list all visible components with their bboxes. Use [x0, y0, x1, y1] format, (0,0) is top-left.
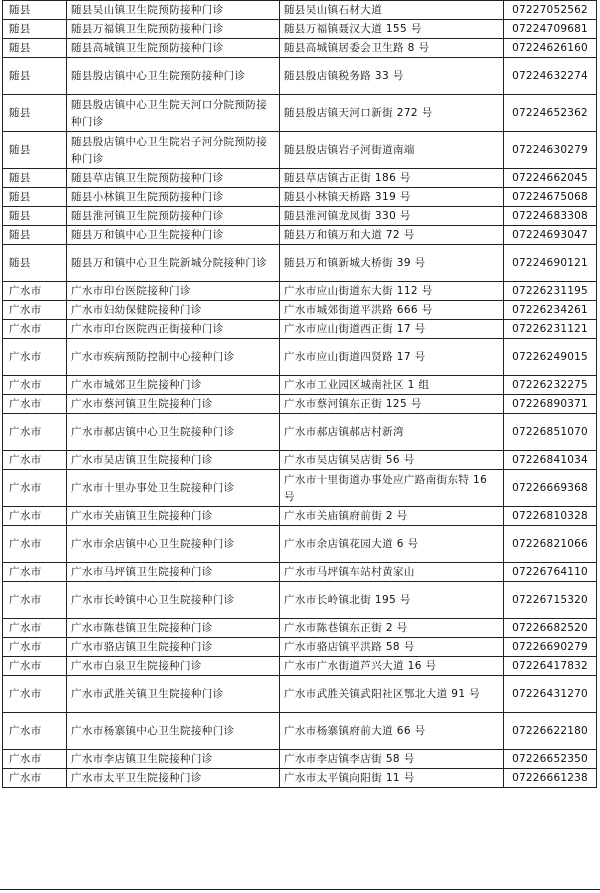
- table-row: [3, 582, 597, 619]
- table-row: [3, 395, 597, 414]
- phone-cell: 07226669368: [504, 470, 597, 507]
- phone-cell: 07226652350: [504, 750, 597, 769]
- clinic-name-cell: 广水市白泉卫生院接种门诊: [67, 657, 280, 676]
- county-cell: 随县: [3, 188, 67, 207]
- table-row: [3, 39, 597, 58]
- phone-cell: 07226661238: [504, 769, 597, 788]
- address-cell: 广水市杨寨镇府前大道 66 号: [280, 713, 504, 750]
- table-row: [3, 188, 597, 207]
- clinic-name-cell: 广水市长岭镇中心卫生院接种门诊: [67, 582, 280, 619]
- table-row: [3, 1, 597, 20]
- county-cell: 随县: [3, 132, 67, 169]
- phone-cell: 07226890371: [504, 395, 597, 414]
- phone-cell: 07224630279: [504, 132, 597, 169]
- address-cell: 随县殷店镇天河口新街 272 号: [280, 95, 504, 132]
- table-row: [3, 169, 597, 188]
- county-cell: 广水市: [3, 451, 67, 470]
- county-cell: 随县: [3, 95, 67, 132]
- county-cell: 随县: [3, 245, 67, 282]
- county-cell: 广水市: [3, 507, 67, 526]
- table-row: [3, 769, 597, 788]
- county-cell: 广水市: [3, 638, 67, 657]
- table-row: [3, 376, 597, 395]
- clinic-name-cell: 广水市吴店镇卫生院接种门诊: [67, 451, 280, 470]
- phone-cell: 07226417832: [504, 657, 597, 676]
- address-cell: 广水市工业园区城南社区 1 组: [280, 376, 504, 395]
- phone-cell: 07224709681: [504, 20, 597, 39]
- clinic-name-cell: 随县万福镇卫生院预防接种门诊: [67, 20, 280, 39]
- table-row: [3, 20, 597, 39]
- table-row: [3, 526, 597, 563]
- address-cell: 广水市十里街道办事处应广路南街东特 16 号: [280, 470, 504, 507]
- clinic-name-cell: 随县草店镇卫生院预防接种门诊: [67, 169, 280, 188]
- county-cell: 随县: [3, 226, 67, 245]
- address-cell: 随县万福镇聂汉大道 155 号: [280, 20, 504, 39]
- phone-cell: 07226234261: [504, 301, 597, 320]
- address-cell: 广水市关庙镇府前街 2 号: [280, 507, 504, 526]
- address-cell: 随县小林镇天桥路 319 号: [280, 188, 504, 207]
- table-row: [3, 282, 597, 301]
- phone-cell: 07226622180: [504, 713, 597, 750]
- county-cell: 随县: [3, 169, 67, 188]
- clinic-name-cell: 广水市印台医院接种门诊: [67, 282, 280, 301]
- phone-cell: 07226682520: [504, 619, 597, 638]
- clinic-name-cell: 广水市十里办事处卫生院接种门诊: [67, 470, 280, 507]
- clinic-name-cell: 随县万和镇中心卫生院接种门诊: [67, 226, 280, 245]
- table-row: [3, 339, 597, 376]
- table-row: [3, 619, 597, 638]
- address-cell: 随县草店镇古正街 186 号: [280, 169, 504, 188]
- address-cell: 随县万和镇新城大桥街 39 号: [280, 245, 504, 282]
- clinic-name-cell: 随县万和镇中心卫生院新城分院接种门诊: [67, 245, 280, 282]
- address-cell: 广水市长岭镇北街 195 号: [280, 582, 504, 619]
- clinic-table: [2, 0, 597, 788]
- address-cell: 广水市太平镇向阳街 11 号: [280, 769, 504, 788]
- clinic-name-cell: 随县殷店镇中心卫生院预防接种门诊: [67, 58, 280, 95]
- address-cell: 广水市吴店镇吴店街 56 号: [280, 451, 504, 470]
- address-cell: 广水市李店镇李店街 58 号: [280, 750, 504, 769]
- table-row: [3, 226, 597, 245]
- table-row: [3, 320, 597, 339]
- clinic-name-cell: 随县小林镇卫生院预防接种门诊: [67, 188, 280, 207]
- address-cell: 广水市应山街道四贤路 17 号: [280, 339, 504, 376]
- address-cell: 广水市城郊街道平洪路 666 号: [280, 301, 504, 320]
- clinic-name-cell: 随县殷店镇中心卫生院岩子河分院预防接种门诊: [67, 132, 280, 169]
- phone-cell: 07226851070: [504, 414, 597, 451]
- phone-cell: 07226431270: [504, 676, 597, 713]
- county-cell: 广水市: [3, 301, 67, 320]
- phone-cell: 07226249015: [504, 339, 597, 376]
- phone-cell: 07224683308: [504, 207, 597, 226]
- address-cell: 广水市广水街道芦兴大道 16 号: [280, 657, 504, 676]
- county-cell: 广水市: [3, 713, 67, 750]
- table-body: [3, 1, 597, 788]
- table-row: [3, 58, 597, 95]
- address-cell: 广水市蔡河镇东正街 125 号: [280, 395, 504, 414]
- phone-cell: 07226821066: [504, 526, 597, 563]
- clinic-name-cell: 广水市印台医院西正街接种门诊: [67, 320, 280, 339]
- county-cell: 广水市: [3, 526, 67, 563]
- county-cell: 广水市: [3, 582, 67, 619]
- phone-cell: 07224632274: [504, 58, 597, 95]
- table-row: [3, 301, 597, 320]
- clinic-name-cell: 广水市蔡河镇卫生院接种门诊: [67, 395, 280, 414]
- table-row: [3, 750, 597, 769]
- phone-cell: 07224693047: [504, 226, 597, 245]
- clinic-name-cell: 广水市李店镇卫生院接种门诊: [67, 750, 280, 769]
- county-cell: 广水市: [3, 395, 67, 414]
- phone-cell: 07224675068: [504, 188, 597, 207]
- county-cell: 随县: [3, 207, 67, 226]
- phone-cell: 07224652362: [504, 95, 597, 132]
- county-cell: 广水市: [3, 769, 67, 788]
- county-cell: 广水市: [3, 657, 67, 676]
- phone-cell: 07226764110: [504, 563, 597, 582]
- county-cell: 广水市: [3, 563, 67, 582]
- phone-cell: 07226231195: [504, 282, 597, 301]
- table-row: [3, 470, 597, 507]
- county-cell: 广水市: [3, 414, 67, 451]
- table-row: [3, 451, 597, 470]
- clinic-name-cell: 广水市陈巷镇卫生院接种门诊: [67, 619, 280, 638]
- clinic-name-cell: 广水市杨寨镇中心卫生院接种门诊: [67, 713, 280, 750]
- address-cell: 随县高城镇居委会卫生路 8 号: [280, 39, 504, 58]
- county-cell: 随县: [3, 20, 67, 39]
- table-row: [3, 414, 597, 451]
- table-row: [3, 563, 597, 582]
- table-row: [3, 713, 597, 750]
- address-cell: 广水市应山街道西正街 17 号: [280, 320, 504, 339]
- address-cell: 广水市余店镇花园大道 6 号: [280, 526, 504, 563]
- county-cell: 随县: [3, 58, 67, 95]
- county-cell: 广水市: [3, 282, 67, 301]
- table-row: [3, 207, 597, 226]
- clinic-name-cell: 广水市余店镇中心卫生院接种门诊: [67, 526, 280, 563]
- address-cell: 广水市马坪镇车站村黄家山: [280, 563, 504, 582]
- clinic-name-cell: 随县淮河镇卫生院预防接种门诊: [67, 207, 280, 226]
- clinic-table-page: [2, 0, 596, 788]
- phone-cell: 07226231121: [504, 320, 597, 339]
- county-cell: 随县: [3, 39, 67, 58]
- clinic-name-cell: 随县殷店镇中心卫生院天河口分院预防接种门诊: [67, 95, 280, 132]
- county-cell: 广水市: [3, 619, 67, 638]
- address-cell: 随县殷店镇税务路 33 号: [280, 58, 504, 95]
- table-row: [3, 132, 597, 169]
- address-cell: 随县殷店镇岩子河街道南端: [280, 132, 504, 169]
- clinic-name-cell: 广水市马坪镇卫生院接种门诊: [67, 563, 280, 582]
- table-row: [3, 657, 597, 676]
- county-cell: 广水市: [3, 376, 67, 395]
- clinic-name-cell: 广水市关庙镇卫生院接种门诊: [67, 507, 280, 526]
- clinic-name-cell: 广水市骆店镇卫生院接种门诊: [67, 638, 280, 657]
- phone-cell: 07226690279: [504, 638, 597, 657]
- clinic-name-cell: 广水市疾病预防控制中心接种门诊: [67, 339, 280, 376]
- county-cell: 广水市: [3, 750, 67, 769]
- county-cell: 广水市: [3, 470, 67, 507]
- address-cell: 广水市骆店镇平洪路 58 号: [280, 638, 504, 657]
- clinic-name-cell: 随县吴山镇卫生院预防接种门诊: [67, 1, 280, 20]
- phone-cell: 07226841034: [504, 451, 597, 470]
- phone-cell: 07224626160: [504, 39, 597, 58]
- phone-cell: 07224662045: [504, 169, 597, 188]
- clinic-name-cell: 广水市郝店镇中心卫生院接种门诊: [67, 414, 280, 451]
- county-cell: 广水市: [3, 320, 67, 339]
- clinic-name-cell: 广水市武胜关镇卫生院接种门诊: [67, 676, 280, 713]
- phone-cell: 07224690121: [504, 245, 597, 282]
- phone-cell: 07226232275: [504, 376, 597, 395]
- table-row: [3, 95, 597, 132]
- address-cell: 随县淮河镇龙凤街 330 号: [280, 207, 504, 226]
- phone-cell: 07227052562: [504, 1, 597, 20]
- address-cell: 广水市应山街道东大街 112 号: [280, 282, 504, 301]
- table-row: [3, 245, 597, 282]
- address-cell: 广水市陈巷镇东正街 2 号: [280, 619, 504, 638]
- county-cell: 广水市: [3, 339, 67, 376]
- table-row: [3, 676, 597, 713]
- clinic-name-cell: 随县高城镇卫生院预防接种门诊: [67, 39, 280, 58]
- clinic-name-cell: 广水市城郊卫生院接种门诊: [67, 376, 280, 395]
- table-row: [3, 638, 597, 657]
- clinic-name-cell: 广水市太平卫生院接种门诊: [67, 769, 280, 788]
- address-cell: 随县吴山镇石材大道: [280, 1, 504, 20]
- phone-cell: 07226810328: [504, 507, 597, 526]
- bottom-divider: [0, 889, 600, 892]
- table-row: [3, 507, 597, 526]
- county-cell: 随县: [3, 1, 67, 20]
- address-cell: 广水市郝店镇郝店村新湾: [280, 414, 504, 451]
- county-cell: 广水市: [3, 676, 67, 713]
- address-cell: 随县万和镇万和大道 72 号: [280, 226, 504, 245]
- address-cell: 广水市武胜关镇武阳社区鄂北大道 91 号: [280, 676, 504, 713]
- phone-cell: 07226715320: [504, 582, 597, 619]
- clinic-name-cell: 广水市妇幼保健院接种门诊: [67, 301, 280, 320]
